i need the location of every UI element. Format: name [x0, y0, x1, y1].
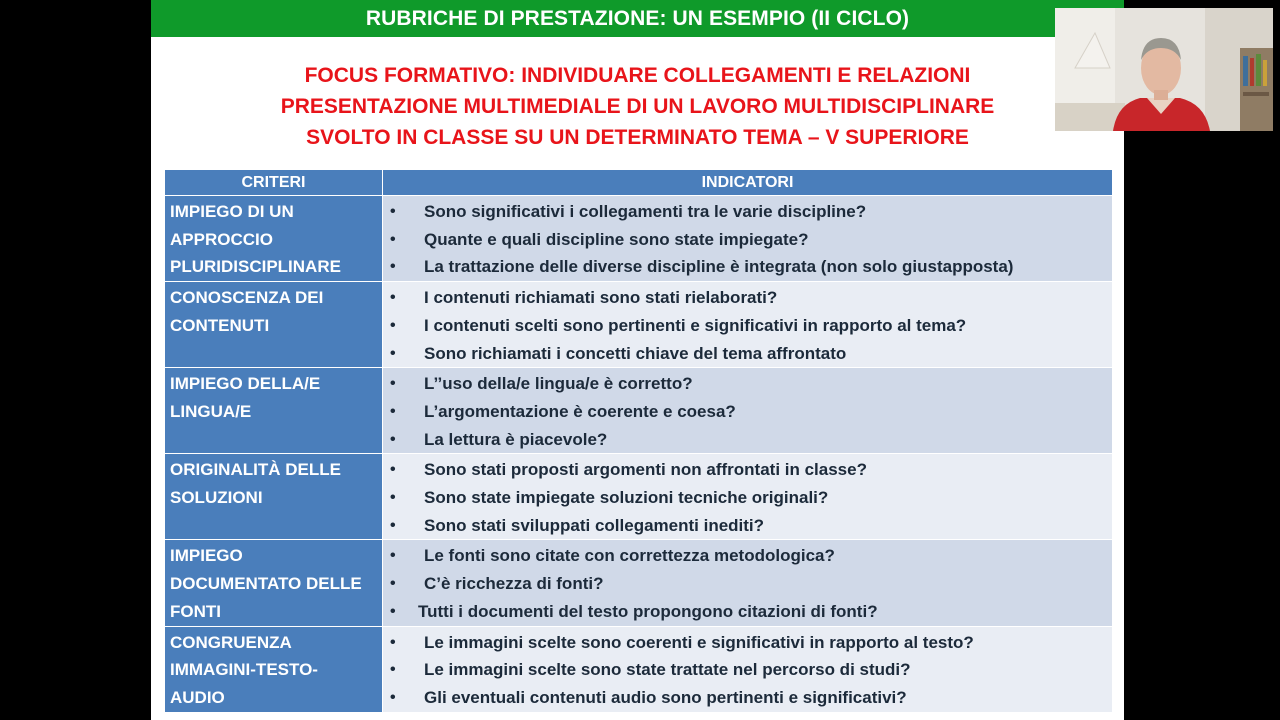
indicators-cell [383, 368, 1113, 454]
indicators-cell [383, 454, 1113, 540]
indicator-item: • Gli eventuali contenuti audio sono pertinenti e significativi? [383, 684, 1112, 712]
indicator-item: • Sono richiamati i concetti chiave del tema affrontato [383, 340, 1112, 368]
indicator-item: • L’argomentazione è coerente e coesa? [383, 398, 1112, 426]
slide-title: RUBRICHE DI PRESTAZIONE: UN ESEMPIO (II CICLO) [151, 0, 1124, 37]
table-row [165, 626, 1113, 712]
criterion-line: APPROCCIO [170, 229, 273, 249]
criterion-line: FONTI [170, 601, 221, 621]
indicators-cell [383, 540, 1113, 626]
indicator-list [383, 198, 1112, 281]
criterion-line: CONOSCENZA DEI [170, 288, 324, 308]
indicator-item: • Le immagini scelte sono state trattate nel percorso di studi? [383, 656, 1112, 684]
criterion-line: IMPIEGO DELLA/E [170, 374, 321, 394]
criterion-line: CONGRUENZA [170, 632, 292, 652]
criterion-line: ORIGINALITÀ DELLE [170, 460, 341, 480]
indicator-item: • Sono stati sviluppati collegamenti inediti? [383, 512, 1112, 540]
presenter-video-thumbnail [1055, 8, 1273, 131]
table-row [165, 540, 1113, 626]
indicator-list [383, 629, 1112, 712]
criterion-line: PLURIDISCIPLINARE [170, 257, 341, 277]
criterion-cell [165, 368, 383, 454]
indicator-item: • Sono stati proposti argomenti non affrontati in classe? [383, 456, 1112, 484]
criterion-line: IMMAGINI-TESTO- [170, 660, 318, 680]
indicator-list [383, 456, 1112, 539]
header-criteri: CRITERI [165, 170, 383, 196]
indicator-item: • La trattazione delle diverse discipline è integrata (non solo giustapposta) [383, 253, 1112, 281]
focus-line: PRESENTAZIONE MULTIMEDIALE DI UN LAVORO MULTIDISCIPLINARE [280, 95, 995, 118]
indicator-item: • I contenuti richiamati sono stati rielaborati? [383, 284, 1112, 312]
table-row [165, 454, 1113, 540]
indicator-item: • La lettura è piacevole? [383, 426, 1112, 454]
presenter-webcam[interactable] [1055, 8, 1273, 131]
indicator-list [383, 284, 1112, 367]
criterion-cell [165, 540, 383, 626]
criterion-line: IMPIEGO DI UN [170, 202, 294, 221]
table-row [165, 368, 1113, 454]
table-header-row [165, 170, 1113, 196]
indicator-item: • Sono significativi i collegamenti tra le varie discipline? [383, 198, 1112, 226]
criterion-line: DOCUMENTATO DELLE [170, 574, 362, 594]
indicators-cell [383, 196, 1113, 282]
criterion-line: IMPIEGO [170, 546, 243, 566]
indicator-item: • Sono state impiegate soluzioni tecniche originali? [383, 484, 1112, 512]
criterion-cell [165, 454, 383, 540]
indicator-item: • C’è ricchezza di fonti? [383, 570, 1112, 598]
focus-heading [151, 60, 1124, 153]
criterion-line: LINGUA/E [170, 401, 252, 421]
criterion-cell [165, 196, 383, 282]
header-indicatori: INDICATORI [383, 170, 1113, 196]
indicator-item: • Le immagini scelte sono coerenti e significativi in rapporto al testo? [383, 629, 1112, 657]
table-row [165, 196, 1113, 282]
criterion-cell [165, 282, 383, 368]
indicator-item: • Quante e quali discipline sono state impiegate? [383, 226, 1112, 254]
rubric-table [164, 169, 1113, 713]
slide [151, 0, 1124, 720]
criterion-line: AUDIO [170, 687, 225, 707]
indicators-cell [383, 626, 1113, 712]
indicator-item: • Tutti i documenti del testo propongono citazioni di fonti? [383, 598, 1112, 626]
indicator-list [383, 370, 1112, 453]
criterion-cell [165, 626, 383, 712]
criterion-line: SOLUZIONI [170, 488, 263, 508]
indicator-item: • Le fonti sono citate con correttezza metodologica? [383, 542, 1112, 570]
indicators-cell [383, 282, 1113, 368]
indicator-item: • I contenuti scelti sono pertinenti e significativi in rapporto al tema? [383, 312, 1112, 340]
table-row [165, 282, 1113, 368]
focus-line: SVOLTO IN CLASSE SU UN DETERMINATO TEMA – V SUPERIORE [306, 126, 969, 149]
criterion-line: CONTENUTI [170, 315, 270, 335]
focus-line: FOCUS FORMATIVO: INDIVIDUARE COLLEGAMENTI E RELAZIONI [304, 64, 971, 87]
indicator-item: • L’’uso della/e lingua/e è corretto? [383, 370, 1112, 398]
indicator-list [383, 542, 1112, 625]
